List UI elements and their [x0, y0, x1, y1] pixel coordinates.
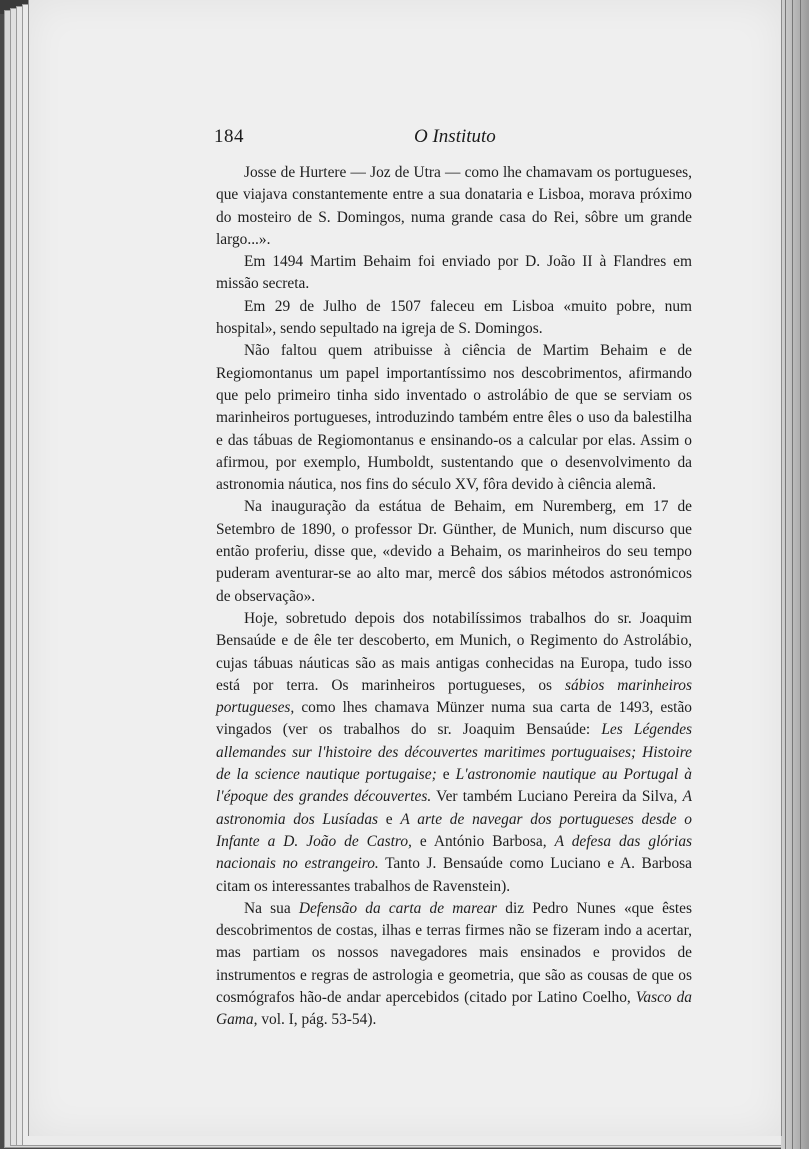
- paragraph: [216, 898, 692, 1032]
- italic-run: Vasco da Gama,: [216, 988, 692, 1029]
- italic-run: A defesa das glórias nacionais no estrangeiro.: [216, 832, 693, 873]
- italic-run: Les Légendes allemandes sur l'histoire des découvertes maritimes portuguaises; Histoire de la science nautique portugaise;: [216, 721, 693, 784]
- paragraph: Josse de Hurtere — Joz de Utra — como lhe chamavam os portugueses, que viajava constantemente entre a sua donataria e Lisboa, morava próximo do mosteiro de S. Domingos, numa grande casa do Rei, sôbre um grande largo...».: [216, 164, 692, 248]
- text-run: vol. I, pág. 53-54).: [257, 1011, 377, 1029]
- paragraph: Em 1494 Martim Behaim foi enviado por D. João II à Flandres em missão secreta.: [216, 253, 692, 293]
- paragraph: Não faltou quem atribuisse à ciência de Martim Behaim e de Regiomontanus um papel importantíssimo nos descobrimentos, afirmando que pelo primeiro tinha sido inventado o astrolábio de que se serviam os marinheiros portugueses, introduzindo também entre êles o uso da balestilha e das tábuas de Regiomontanus e ensinando-os a calcular por elas. Assim o afirmou, por exemplo, Humboldt, sustentando que o desenvolvimento da astronomia náutica, nos fins do século XV, fôra devido à ciência alemã.: [216, 342, 692, 494]
- paragraph: Em 29 de Julho de 1507 faleceu em Lisboa «muito pobre, num hospital», sendo sepultado na igreja de S. Domingos.: [216, 297, 692, 338]
- italic-run: Defensão da carta de marear: [298, 899, 498, 917]
- text-run: Na sua: [244, 899, 299, 917]
- italic-run: A astronomia dos Lusíadas: [216, 788, 692, 828]
- text-run: e: [436, 766, 456, 784]
- text-run: e António Barbosa,: [411, 832, 555, 850]
- page-header: [214, 126, 692, 156]
- text-run: Hoje, sobretudo depois dos notabilíssimos trabalhos do sr. Joaquim Bensaúde e de êle ter descoberto, em Munich, o Regimento do Astrolábio, cujas tábuas náuticas são as mais antigas conhecidas na Europa, tudo isso está por terra. Os marinheiros portugueses, os: [216, 609, 692, 694]
- italic-run: A arte de navegar dos portugueses desde o Infante a D. João de Castro,: [216, 810, 692, 850]
- body-text: [216, 162, 692, 1032]
- page-edge-line: [792, 0, 793, 1149]
- italic-run: sábios marinheiros portugueses,: [216, 676, 692, 717]
- page-edge-line: [800, 0, 801, 1149]
- text-run: Tanto J. Bensaúde como Luciano e A. Barbosa citam os interessantes trabalhos de Ravenstein).: [216, 855, 692, 895]
- italic-run: L'astronomie nautique au Portugal à l'époque des grandes découvertes.: [216, 766, 692, 806]
- paragraph: Na inauguração da estátua de Behaim, em Nuremberg, em 17 de Setembro de 1890, o professor Dr. Günther, de Munich, num discurso que então proferiu, disse que, «devido a Behaim, os marinheiros do seu tempo puderam aventurar-se ao alto mar, mercê dos sábios métodos astronómicos de observação».: [216, 498, 692, 605]
- running-title: O Instituto: [414, 126, 496, 147]
- page-number: 184: [214, 126, 244, 147]
- text-run: diz Pedro Nunes «que êstes descobrimentos de costas, ilhas e terras firmes não se fizeram indo a acertar, mas partiam os nossos navegadores mais ensinados e providos de instrumentos e regras de astrologia e geometria, que são as cousas de que os cosmógrafos hão-de andar apercebidos (citado por Latino Coelho,: [216, 899, 692, 1006]
- text-run: Ver também Luciano Pereira da Silva,: [431, 788, 683, 806]
- paragraph: [216, 608, 692, 898]
- text-run: e: [378, 810, 401, 828]
- page-edge-line: [785, 0, 786, 1149]
- text-run: como lhes chamava Münzer numa sua carta de 1493, estão vingados (ver os trabalhos do sr. Joaquim Bensaúde:: [216, 699, 692, 739]
- page-stack-right: [781, 0, 809, 1149]
